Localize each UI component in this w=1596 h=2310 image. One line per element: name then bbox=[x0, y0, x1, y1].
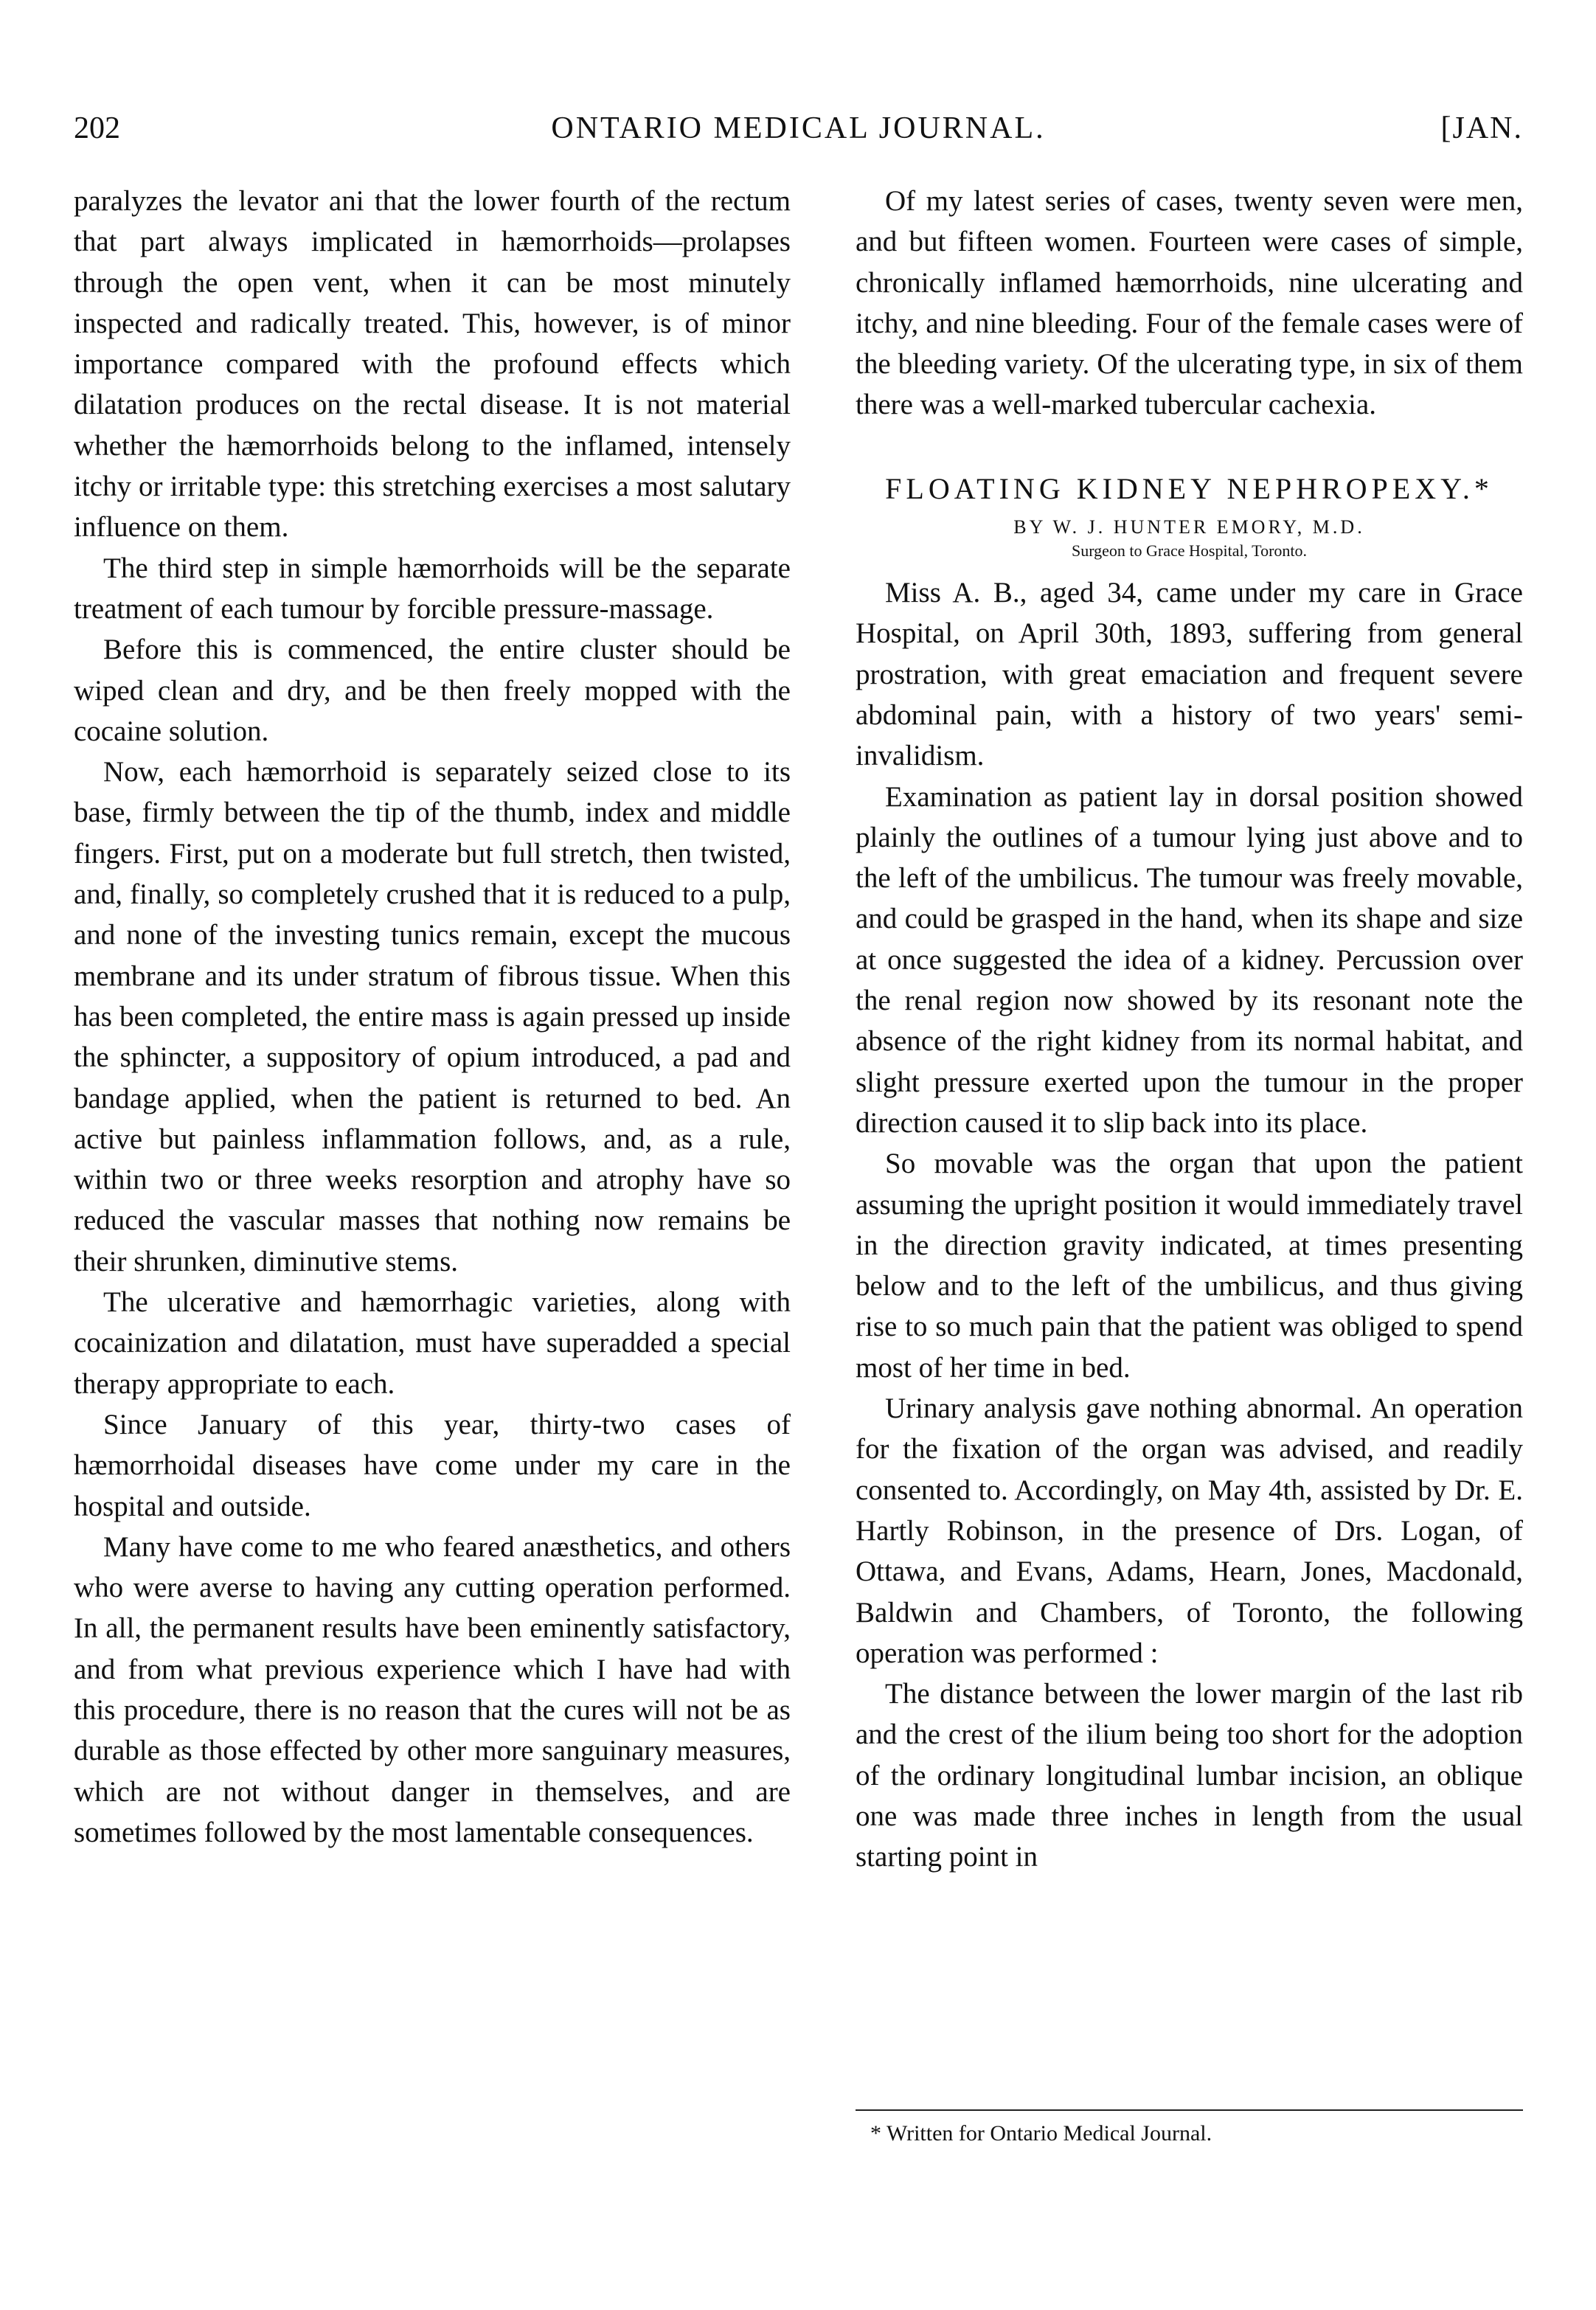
paragraph: Since January of this year, thirty-two cases of hæmorrhoidal diseases have come under my care in the hospital and outside. bbox=[74, 1408, 791, 1522]
article-byline: BY W. J. HUNTER EMORY, M.D. bbox=[1013, 516, 1365, 538]
paragraph: Miss A. B., aged 34, came under my care in Grace Hospital, on April 30th, 1893, suffering from general prostration, with great emaciation and frequent severe abdominal pain, with a history of two years' semi-invalidism. bbox=[856, 577, 1523, 772]
right-column bbox=[856, 181, 1523, 1878]
paragraph: Urinary analysis gave nothing abnormal. An operation for the fixation of the organ was advised, and readily consented to. Accordingly, on May 4th, assisted by Dr. E. Hartly Robinson, in the presence of Drs. Logan, of Ottawa, and Evans, Adams, Hearn, Jones, Macdonald, Baldwin and Chambers, of Toronto, the following operation was performed : bbox=[856, 1392, 1523, 1669]
paragraph: The ulcerative and hæmorrhagic varieties, along with cocainization and dilatation, must have superadded a special therapy appropriate to each. bbox=[74, 1286, 791, 1400]
running-header bbox=[74, 111, 1523, 155]
journal-title: ONTARIO MEDICAL JOURNAL. bbox=[551, 111, 1046, 145]
paragraph: The third step in simple hæmorrhoids will be the separate treatment of each tumour by forcible pressure-massage. bbox=[74, 552, 791, 625]
page-number: 202 bbox=[74, 111, 120, 145]
paragraph: Of my latest series of cases, twenty seven were men, and but fifteen women. Fourteen were cases of simple, chronically inflamed hæmorrhoids, nine ulcerating and itchy, and nine bleeding. Four of the female cases were of the bleeding variety. Of the ulcerating type, in six of them there was a well-marked tubercular cachexia. bbox=[856, 185, 1523, 421]
paragraph: The distance between the lower margin of the last rib and the crest of the ilium being too short for the adoption of the ordinary longitudinal lumbar incision, an oblique one was made three inches in length from the usual starting point in bbox=[856, 1678, 1523, 1873]
paragraph: Now, each hæmorrhoid is separately seized close to its base, firmly between the tip of the thumb, index and middle fingers. First, put on a moderate but full stretch, then twisted, and, finally, so completely crushed that it is reduced to a pulp, and none of the investing tunics remain, except the mucous membrane and its under stratum of fibrous tissue. When this has been completed, the entire mass is again pressed up inside the sphincter, a suppository of opium introduced, a pad and bandage applied, when the patient is returned to bed. An active but painless inflammation follows, and, as a rule, within two or three weeks resorption and atrophy have so reduced the vascular masses that nothing now remains be their shrunken, diminutive stems. bbox=[74, 756, 791, 1277]
paragraph: Examination as patient lay in dorsal position showed plainly the outlines of a tumour lying just above and to the left of the umbilicus. The tumour was freely movable, and could be grasped in the hand, when its shape and size at once suggested the idea of a kidney. Percussion over the renal region now showed by its resonant note the absence of the right kidney from its normal habitat, and slight pressure exerted upon the tumour in the proper direction caused it to slip back into its place. bbox=[856, 780, 1523, 1139]
left-column bbox=[74, 181, 791, 1853]
footnote-divider bbox=[856, 2109, 1523, 2111]
paragraph: So movable was the organ that upon the patient assuming the upright position it would immediately travel in the direction gravity indicated, at times presenting below and to the left of the umbilicus, and thus giving rise to so much pain that the patient was obliged to spend most of her time in bed. bbox=[856, 1148, 1523, 1384]
footnote: * Written for Ontario Medical Journal. bbox=[870, 2121, 1212, 2146]
article-title: FLOATING KIDNEY NEPHROPEXY.* bbox=[885, 471, 1493, 505]
author-affiliation: Surgeon to Grace Hospital, Toronto. bbox=[1071, 541, 1308, 561]
paragraph: Before this is commenced, the entire cluster should be wiped clean and dry, and be then freely mopped with the cocaine solution. bbox=[74, 634, 791, 747]
issue-month: [JAN. bbox=[1440, 111, 1523, 145]
paragraph: Many have come to me who feared anæsthetics, and others who were averse to having any cutting operation performed. In all, the permanent results have been eminently satisfactory, and from what previous experience which I have had with this procedure, there is no reason that the cures will not be as durable as those effected by other more sanguinary measures, which are not without danger in themselves, and are sometimes followed by the most lamentable consequences. bbox=[74, 1530, 791, 1848]
paragraph: paralyzes the levator ani that the lower fourth of the rectum that part always implicated in hæmorrhoids—prolapses through the open vent, when it can be most minutely inspected and radically treated. This, however, is of minor importance compared with the profound effects which dilatation produces on the rectal disease. It is not material whether the hæmorrhoids belong to the inflamed, intensely itchy or irritable type: this stretching exercises a most salutary influence on them. bbox=[74, 185, 791, 544]
